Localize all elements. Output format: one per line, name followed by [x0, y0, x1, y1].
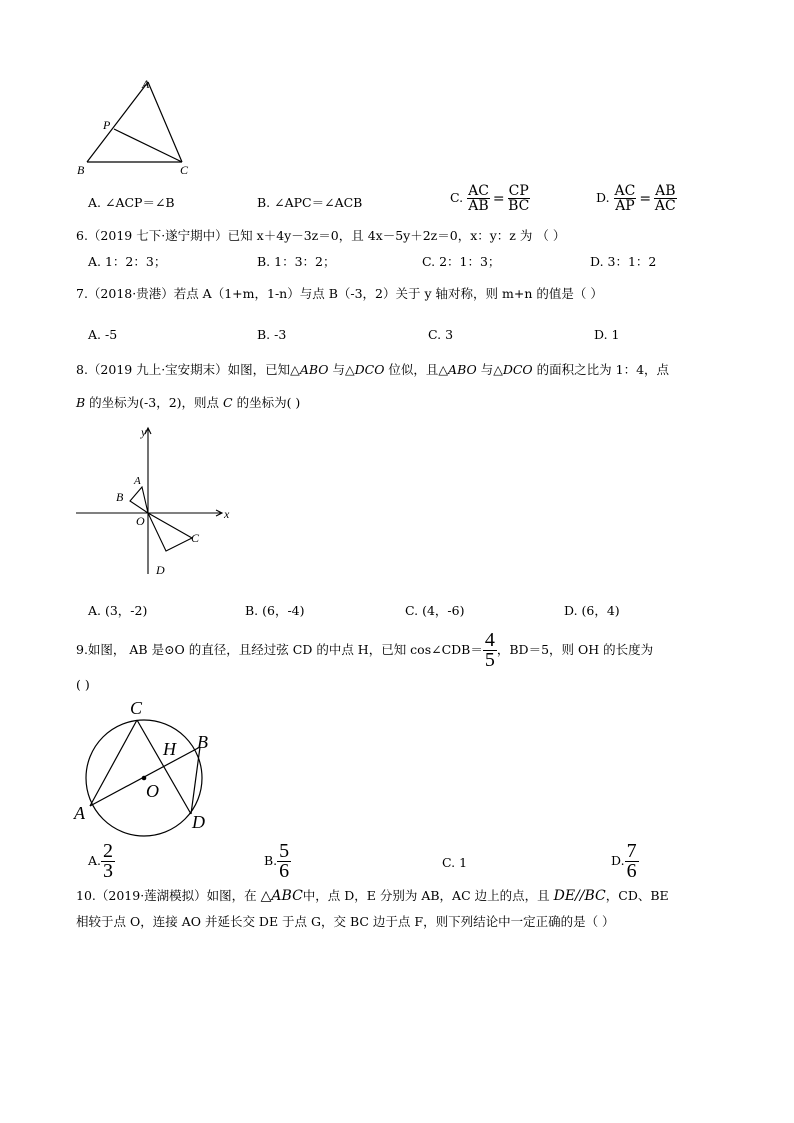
label-b: B: [116, 490, 124, 504]
center-point: [142, 776, 147, 781]
fraction: $\frac{CP}{BC}$: [508, 183, 530, 214]
label-c: C: [130, 698, 143, 718]
q6-option-a[interactable]: A. 1：2：3；: [88, 254, 167, 269]
q8-option-d[interactable]: D. (6，4): [564, 603, 620, 618]
label-c: C: [191, 531, 200, 545]
label-y: y: [141, 425, 147, 439]
q5-option-b[interactable]: B. ∠APC＝∠ACB: [257, 195, 363, 210]
q9-option-c[interactable]: C. 1: [442, 855, 468, 870]
q9-paren: ( ): [76, 677, 90, 692]
label-a: A: [134, 475, 141, 487]
q5-option-c-label: C.: [450, 190, 464, 205]
triangle-dco: [148, 513, 192, 551]
fraction: $\frac{AC}{AP}$: [614, 183, 636, 214]
triangle-abo: [130, 487, 148, 513]
q7-option-d[interactable]: D. 1: [594, 327, 620, 342]
label-o: O: [136, 514, 145, 528]
q7-option-c[interactable]: C. 3: [428, 327, 454, 342]
label-a: A: [74, 803, 85, 823]
label-h: H: [163, 739, 176, 759]
q7-stem: 7.（2018·贵港）若点 A（1+m，1-n）与点 B（-3，2）关于 y 轴对称，则 m+n 的值是（ ）: [76, 286, 603, 301]
q8-option-a[interactable]: A. (3，-2): [88, 603, 148, 618]
label-b: B: [77, 163, 85, 177]
q9-option-d[interactable]: D. $\frac{7}{6}$: [611, 840, 637, 882]
q8-stem: 8.（2019 九上·宝安期末）如图，已知△ABO 与△DCO 位似，且△ABO 与△DCO 的面积之比为 1：4，点: [76, 362, 670, 377]
coordinate-figure: [70, 424, 250, 584]
label-d: D: [192, 812, 205, 832]
label-o: O: [146, 781, 159, 801]
q5-option-d-label: D.: [596, 190, 610, 205]
fraction: $\frac{2}{3}$: [103, 840, 114, 882]
label-b: B: [197, 732, 208, 752]
q5-option-a[interactable]: A. ∠ACP＝∠B: [88, 195, 175, 210]
segment-ab: [87, 82, 148, 162]
fraction: $\frac{AB}{AC}$: [654, 183, 676, 214]
fraction: $\frac{4}{5}$: [484, 629, 495, 671]
q8-option-b[interactable]: B. (6，-4): [245, 603, 305, 618]
q6-option-d[interactable]: D. 3：1：2: [590, 254, 657, 269]
triangle-figure: [70, 72, 200, 182]
q6-option-c[interactable]: C. 2：1：3；: [422, 254, 501, 269]
q10-stem: 10.（2019·莲湖模拟）如图，在 △ABC中，点 D，E 分别为 AB，AC 边上的点，且 DE//BC，CD、BE: [76, 888, 669, 904]
circle-figure: [70, 692, 230, 837]
label-x: x: [224, 507, 230, 521]
fraction: $\frac{5}{6}$: [279, 840, 290, 882]
q7-option-a[interactable]: A. -5: [88, 327, 118, 342]
q6-stem: 6.（2019 七下·遂宁期中）已知 x＋4y－3z＝0，且 4x－5y＋2z＝0，x：y：z 为 （ ）: [76, 228, 566, 243]
q5-option-c[interactable]: C. $\frac{AC}{AB}$ = $\frac{CP}{BC}$: [450, 183, 530, 214]
segment-ac: [148, 82, 182, 162]
q10-stem-line2: 相较于点 O，连接 AO 并延长交 DE 于点 G，交 BC 边于点 F，则下列结论中一定正确的是（ ）: [76, 914, 615, 929]
q8-option-c[interactable]: C. (4，-6): [405, 603, 465, 618]
q7-option-b[interactable]: B. -3: [257, 327, 287, 342]
label-p: P: [103, 118, 111, 132]
q9-option-a[interactable]: A. $\frac{2}{3}$: [88, 840, 114, 882]
q9-stem: 9.如图， AB 是⊙O 的直径，且经过弦 CD 的中点 H，已知 cos∠CDB＝ $\frac{4}{5}$ ，BD＝5，则 OH 的长度为: [76, 629, 654, 671]
fraction: $\frac{AC}{AB}$: [468, 183, 489, 214]
fraction: $\frac{7}{6}$: [626, 840, 637, 882]
label-d: D: [156, 563, 165, 577]
q6-option-b[interactable]: B. 1：3：2；: [257, 254, 336, 269]
q9-option-b[interactable]: B. $\frac{5}{6}$: [264, 840, 290, 882]
label-a: A: [142, 77, 150, 91]
label-c: C: [180, 163, 189, 177]
segment-pc: [114, 129, 182, 162]
q5-option-d[interactable]: D. $\frac{AC}{AP}$ = $\frac{AB}{AC}$: [596, 183, 676, 214]
q8-stem-line2: B 的坐标为(-3，2)，则点 C 的坐标为( ): [76, 395, 301, 410]
